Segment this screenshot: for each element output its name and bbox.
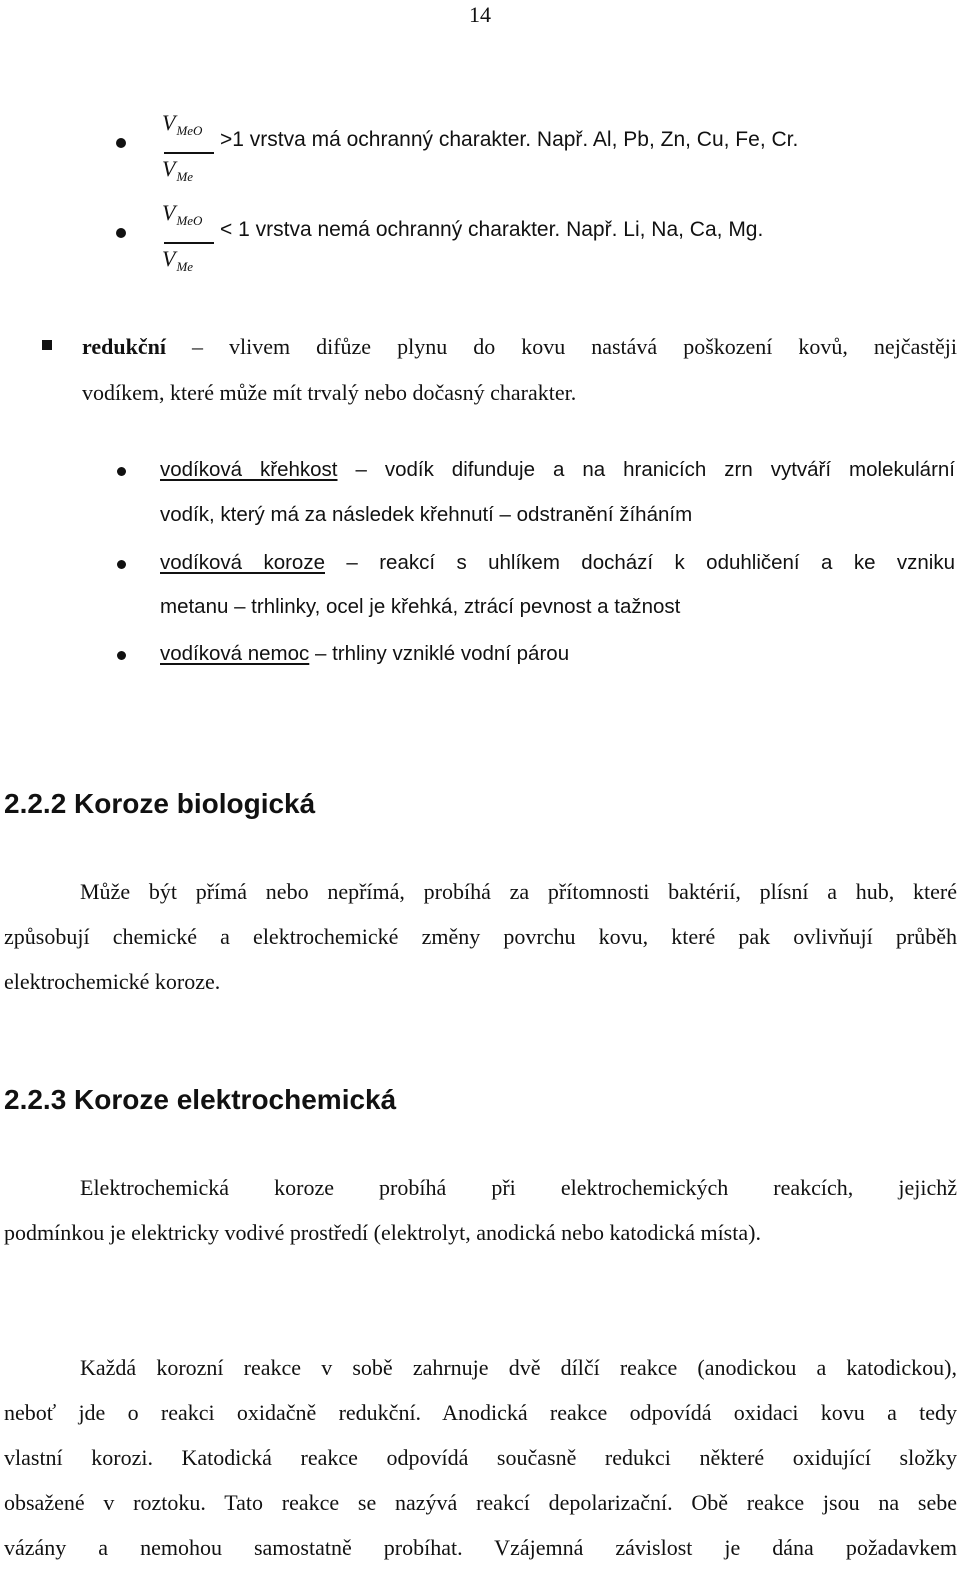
reduction-text: – vlivem difůze plynu do kovu nastává poškození kovů, nejčastěji (191, 334, 958, 359)
fraction-bar (164, 242, 214, 244)
numerator-symbol: V (162, 200, 176, 225)
paragraph-line: způsobují chemické a elektrochemické změny povrchu kovu, které pak ovlivňují průběh (4, 924, 957, 949)
hydrogen-item-text: – reakcí s uhlíkem dochází k oduhličení a ke vzniku (346, 551, 956, 574)
hydrogen-item-line-2: vodík, který má za následek křehnutí – odstranění žíháním (160, 503, 693, 526)
bullet-dot (117, 651, 126, 660)
paragraph-electrochemical-2 (4, 1345, 957, 1570)
paragraph-line: vlastní korozi. Katodická reakce odpovídá současně redukci některé oxidující složky (4, 1445, 957, 1470)
paragraph-line: Elektrochemická koroze probíhá při elektrochemických reakcích, jejichž (80, 1175, 957, 1200)
hydrogen-item-text: – vodík difunduje a na hranicích zrn vytváří molekulární (355, 458, 955, 481)
paragraph-line: Může být přímá nebo nepřímá, probíhá za přítomnosti baktérií, plísní a hub, které (80, 879, 957, 904)
paragraph-line: neboť jde o reakci oxidačně redukční. Anodická reakce odpovídá oxidaci kovu a tedy (4, 1400, 957, 1425)
hydrogen-item-text: – trhliny vzniklé vodní párou (314, 642, 570, 665)
paragraph-line: elektrochemické koroze. (4, 969, 221, 994)
denominator-symbol: V (162, 156, 176, 181)
fraction-item-text: < 1 vrstva nemá ochranný charakter. Např. Li, Na, Ca, Mg. (220, 218, 764, 241)
hydrogen-item-line-1 (160, 551, 955, 575)
hydrogen-item-line-2: metanu – trhlinky, ocel je křehká, ztrácí pevnost a tažnost (160, 595, 681, 618)
section-heading: 2.2.2 Koroze biologická (4, 788, 316, 819)
paragraph-electrochemical-1 (4, 1165, 957, 1255)
reduction-term: redukční (82, 334, 166, 359)
fraction-item-text: >1 vrstva má ochranný charakter. Např. Al, Pb, Zn, Cu, Fe, Cr. (220, 128, 799, 151)
fraction-bar (164, 152, 214, 154)
bullet-dot (117, 467, 126, 476)
numerator-subscript: MeO (176, 213, 203, 228)
denominator-subscript: Me (176, 169, 194, 184)
denominator-subscript: Me (176, 259, 194, 274)
hydrogen-item-term: vodíková nemoc (160, 642, 310, 665)
bullet-dot (116, 228, 126, 238)
numerator-symbol: V (162, 110, 176, 135)
paragraph-line: podmínkou je elektricky vodivé prostředí (elektrolyt, anodická nebo katodická místa). (4, 1220, 761, 1245)
page-number: 14 (469, 2, 491, 27)
paragraph-line: vázány a nemohou samostatně probíhat. Vzájemná závislost je dána požadavkem (4, 1535, 957, 1560)
hydrogen-item-line-1 (160, 642, 569, 666)
reduction-line-2: vodíkem, které může mít trvalý nebo dočasný charakter. (82, 380, 577, 405)
section-heading: 2.2.3 Koroze elektrochemická (4, 1084, 397, 1115)
paragraph-line: Každá korozní reakce v sobě zahrnuje dvě dílčí reakce (anodickou a katodickou), (80, 1355, 957, 1380)
paragraph-biological (4, 869, 957, 1004)
denominator-symbol: V (162, 246, 176, 271)
numerator-subscript: MeO (176, 123, 203, 138)
square-bullet (42, 340, 52, 350)
bullet-dot (117, 560, 126, 569)
hydrogen-item-term: vodíková křehkost (160, 458, 338, 481)
volume-ratio-fraction (162, 110, 214, 194)
bullet-dot (116, 138, 126, 148)
volume-ratio-fraction (162, 200, 214, 284)
reduction-line-1 (82, 334, 957, 360)
hydrogen-item-term: vodíková koroze (160, 551, 325, 574)
hydrogen-item-line-1 (160, 458, 955, 482)
paragraph-line: obsažené v roztoku. Tato reakce se nazývá reakcí depolarizační. Obě reakce jsou na sebe (4, 1490, 957, 1515)
